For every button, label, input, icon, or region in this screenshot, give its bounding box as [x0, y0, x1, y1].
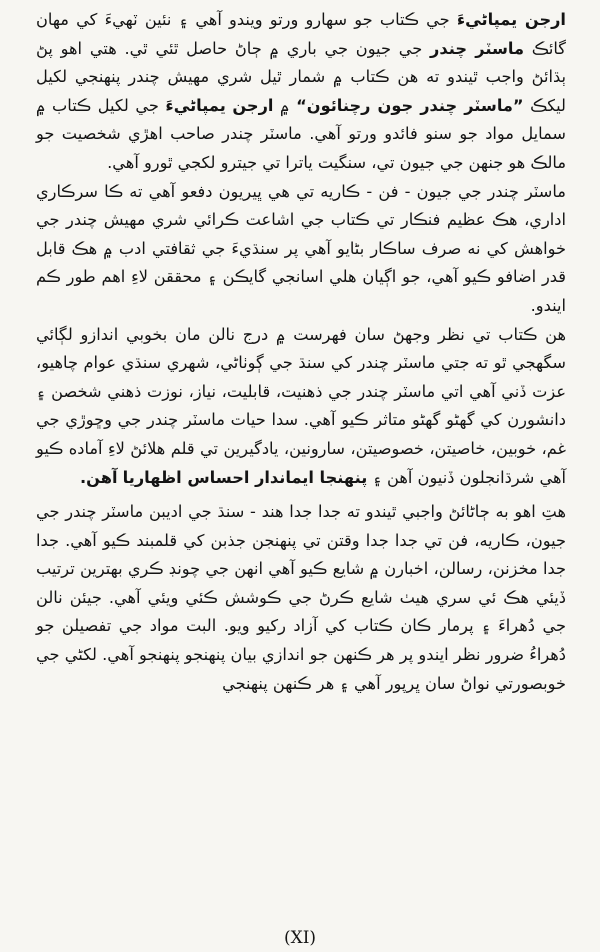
text-segment: جي ڪتاب جو سهارو ورتو ويندو آهي ۽ نئين ٽهيءَ: [104, 10, 457, 29]
text-segment: ۾: [273, 95, 297, 115]
bold-text: ارجن: [232, 95, 274, 115]
text-line: [107, 153, 366, 172]
text-line: [126, 325, 566, 344]
text-segment: شهري سنڌي عوام چاهيو، عزت ڏني آهي اتي ماسٽر چندر جي ذهنيت،: [36, 353, 566, 401]
page-number: (XI): [283, 928, 317, 948]
text-segment: جي لکيل ڪتاب ۾ سمايل مواد جو سنو فائدو ورتو آهي.: [36, 95, 566, 144]
text-segment: سنڌيءَ جي ثقافتي ادب ۾ هڪ قابل قدر اضافو ڪيو آهي، جو اڳيان: [36, 238, 566, 287]
text-segment: اندازو لڳائي سگهجي ٿو ته جتي ماسٽر چندر کي سنڌ جي ڳوٺاڻي،: [36, 324, 567, 373]
text-segment: ڪيو آهي. سدا حيات ماسٽر چندر جي وڇوڙي جي غم، خوبين،: [36, 410, 566, 458]
bold-text: يمپاڻيءَ: [165, 95, 226, 115]
text-segment: قابليت، نياز، نوزت ذهني شخصن ۽ دانشورن کي گهڻو گهڻو متاثر: [36, 381, 566, 430]
bold-text: آهن.: [80, 467, 118, 487]
text-segment: هلي اسانجي گايڪن ۽ محققن لاءِ اهم طور ڪم ايندو.: [36, 267, 566, 315]
text-segment: هن ڪتاب تي نظر وجهڻ سان فهرست ۾ درج نالن مان بخوبي: [125, 324, 567, 344]
text-line: [80, 468, 118, 487]
paragraph: [36, 321, 566, 493]
text-segment: ۽ پرمار ڪان ڪتاب کي آزاد رکيو ويو. البت مواد جي تفصيلن جو: [36, 616, 491, 636]
text-segment: ڪيو آهي انهن جي چونڊ ڪري بهترين ترتيب ڏيئي هڪ ئي سري: [36, 559, 566, 607]
paragraph: [36, 6, 566, 178]
text-segment: ڪا سرڪاري اداري، هڪ عظيم فنڪار تي ڪتاب جي اشاعت ڪرائي: [36, 181, 566, 230]
paragraph: [36, 498, 566, 698]
text-segment: ماسٽر چندر جي جيون - فن - ڪاريه تي هي ڀيريون دفعو آهي ته: [129, 181, 566, 201]
text-line: [105, 10, 566, 29]
text-segment: ڪيو آهي شرڌانجلون ڏنيون آهن ۽: [36, 438, 566, 487]
bold-text: ”ماسٽر چندر جون رچنائون“: [296, 95, 524, 115]
text-segment: مهيش چندر پنهنجي لکيل ليکڪ: [36, 67, 566, 115]
text-segment: هيٺ شايع ڪرڻ جي ڪوشش ڪئي ويئي آهي. جيئن نالن جي دُهراءَ: [36, 587, 566, 636]
text-segment: سنگيت ياترا تي جيترو لکجي ٿورو آهي.: [107, 152, 367, 172]
paragraph: [36, 178, 566, 321]
text-segment: جذبن کي قلمبند ڪيو آهي. جدا جدا مخزنن، رسالن، اخبارن ۾ شايع: [36, 530, 566, 579]
text-segment: جي جيون جي باري ۾ ڄاڻ حاصل ٿئي: [155, 38, 431, 58]
text-segment: دُهراءُ ضرور نظر ايندو پر هر ڪنهن جو اندازي بيان پنهنجو پنهنجو: [139, 645, 566, 665]
text-segment: ٿي. هتي اهو پڻ ٻڌائڻ واجب ٿيندو ته هن ڪتاب ۾ شمار ٿيل شري: [36, 38, 566, 87]
text-line: [36, 616, 491, 635]
text-segment: آهي. لکڻي جي خوبصورتي نواڻ سان ڀرپور آهي ۽ هر ڪنهن پنهنجي: [36, 645, 566, 693]
text-segment: ماسٽر چندر صاحب اهڙي شخصيت جو مالڪ هو جنهن جي جيون تي،: [36, 124, 566, 172]
text-line: [149, 502, 566, 521]
text-segment: شري مهيش چندر جي خواهش کي نه صرف ساڪار بڻايو آهي پر: [36, 210, 566, 258]
text-segment: ماسٽر چندر جي جيون، ڪاريه، فن تي جدا جدا وقتن تي پنهنجن: [36, 502, 566, 550]
bold-text: پنهنجا ايماندار احساس اظهاريا: [122, 467, 368, 487]
text-segment: خاصيتن، خصوصيتن، سارونين، يادگيرين تي قلم هلائڻ لاءِ آماده: [68, 438, 486, 458]
text-line: [139, 645, 566, 664]
text-line: [129, 182, 566, 201]
text-line: [69, 439, 486, 458]
body-text: [36, 6, 566, 698]
bold-text: ارجن يمپاڻيءَ: [456, 10, 566, 29]
text-segment: هتِ اهو به ڄاڻائڻ واجبي ٿيندو ته جدا جدا هند - سنڌ جي اديبن: [148, 502, 566, 522]
text-segment: کي مهان گائڪ: [36, 10, 566, 58]
bold-text: ماسٽر چندر: [430, 38, 524, 58]
